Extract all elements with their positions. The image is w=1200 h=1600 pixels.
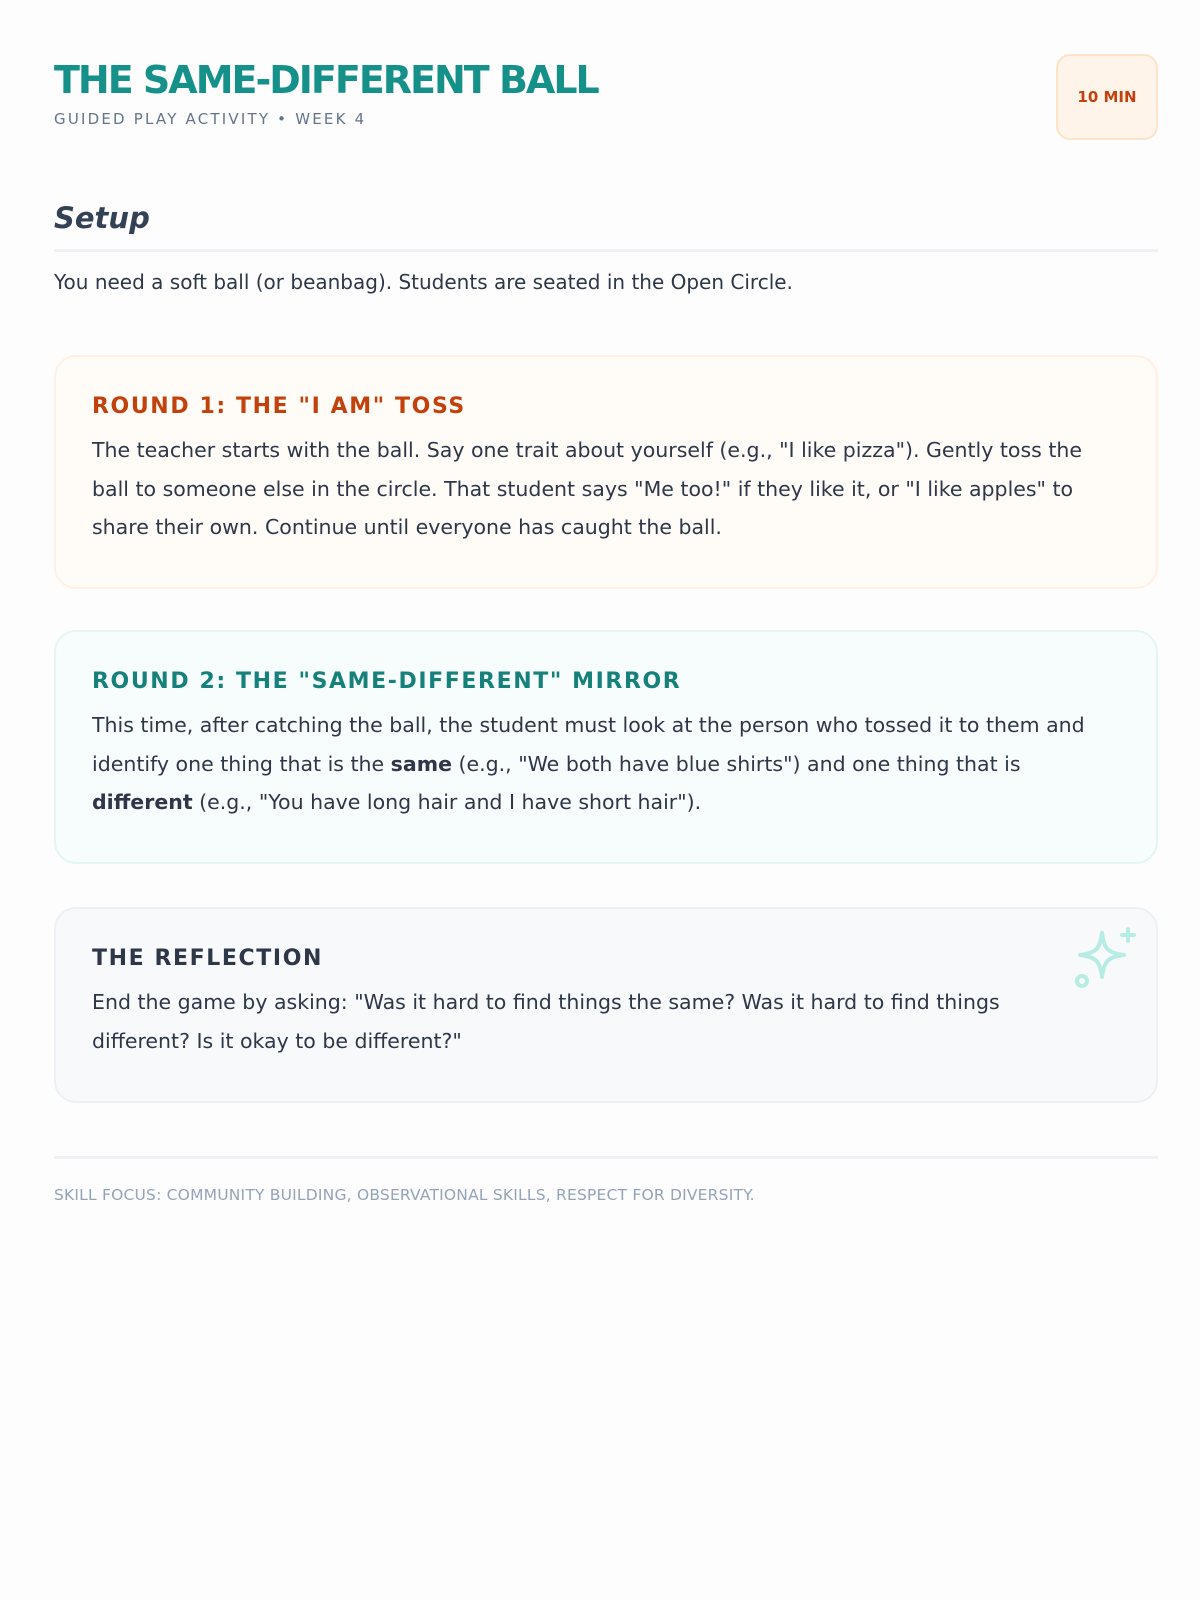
header	[54, 0, 1158, 150]
round-2-text	[92, 706, 1120, 822]
setup-text: You need a soft ball (or beanbag). Students are seated in the Open Circle.	[54, 270, 793, 294]
skill-focus-footer: SKILL FOCUS: COMMUNITY BUILDING, OBSERVATIONAL SKILLS, RESPECT FOR DIVERSITY.	[54, 1186, 755, 1204]
page-title: THE SAME-DIFFERENT BALL	[54, 58, 598, 102]
round-1-text: The teacher starts with the ball. Say one trait about yourself (e.g., "I like pizza"). Gently toss the ball to someone else in the circle. That student says "Me too!" if they like it, or "I like apples" to share their own. Continue until everyone has caught the ball.	[92, 438, 1082, 539]
round-1-heading: ROUND 1: THE "I AM" TOSS	[92, 394, 466, 419]
time-badge	[1056, 54, 1158, 140]
round-2-card	[54, 630, 1158, 864]
sparkle-icon	[1072, 925, 1140, 993]
reflection-card	[54, 907, 1158, 1103]
time-badge-label: 10 MIN	[1077, 88, 1137, 106]
round-2-bold-different: different	[92, 790, 193, 814]
round-1-card	[54, 355, 1158, 589]
footer-divider	[54, 1156, 1158, 1159]
round-2-bold-same: same	[390, 751, 452, 776]
reflection-text: End the game by asking: "Was it hard to find things the same? Was it hard to find things different? Is it okay to be different?"	[92, 990, 1000, 1053]
round-2-text-part-2: (e.g., "We both have blue shirts") and one thing that is	[451, 751, 1021, 776]
round-2-text-part-3: (e.g., "You have long hair and I have short hair").	[192, 790, 702, 814]
setup-heading: Setup	[54, 201, 150, 235]
round-2-heading: ROUND 2: THE "SAME-DIFFERENT" MIRROR	[92, 669, 682, 694]
round-2-text-part-1: This time, after catching the ball, the student must look at the person who tossed it to them and identify one thing that is the	[92, 713, 1085, 776]
activity-page	[54, 0, 1158, 1204]
divider	[54, 249, 1158, 252]
reflection-heading: THE REFLECTION	[92, 946, 324, 971]
page-subtitle: GUIDED PLAY ACTIVITY • WEEK 4	[54, 110, 367, 128]
